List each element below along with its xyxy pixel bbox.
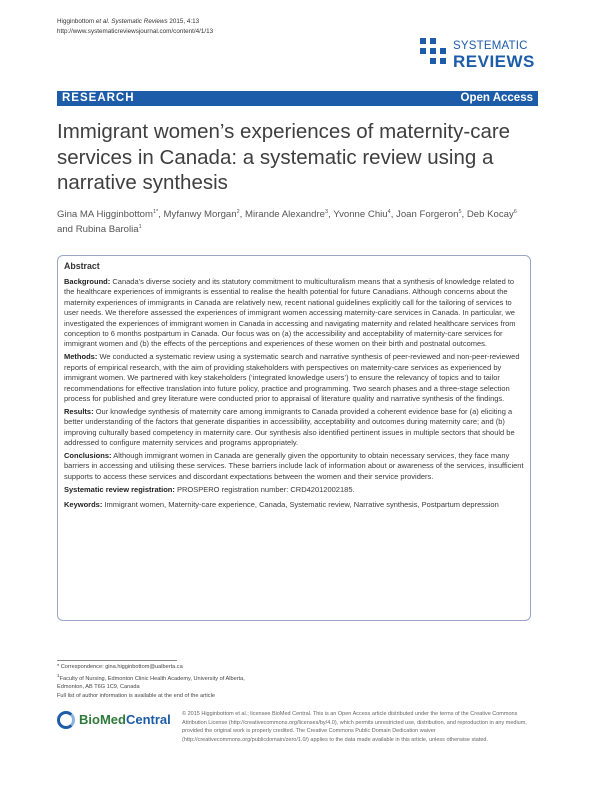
author[interactable]: Myfanwy Morgan$^2$ (163, 209, 240, 221)
journal-logo (420, 36, 540, 78)
logo-line2: REVIEWS (453, 52, 535, 71)
author[interactable]: Joan Forgeron$^5$ (396, 209, 462, 221)
author-info-note: Full list of author information is available at the end of the article (57, 692, 215, 699)
open-access-label: Open Access (460, 92, 533, 104)
affiliation: $^1$Faculty of Nursing, Edmonton Clinic Health Academy, University of Alberta, (57, 672, 245, 682)
footnotes (57, 663, 307, 700)
publisher-name-part2: Central (125, 712, 171, 727)
footnote-divider (57, 660, 177, 661)
affiliation-address: Edmonton, AB T6G 1C9, Canada (57, 684, 140, 691)
abstract-background: Background: Canada’s diverse society and its statutory commitment to multiculturalism means that a synthesis of knowledge related to the healthcare experiences of immigrants is essential to realise the health potential for future Canadians. Although concerns about the maternity experiences of immigrants in Canada are relatively new, recent national guidelines explicitly call for the tailoring of services to user needs. We therefore assessed the experiences of immigrant women accessing maternity-care services in Canada. In particular, we investigated the experiences of immigrant women in Canada in accessing and navigating maternity and related healthcare services from conception to 6 months postpartum in Canada. Our focus was on (a) the accessibility and acceptability of maternity-care services for immigrant women and (b) the effects of the perceptions and experiences of these women on their birth and postnatal outcomes. (64, 277, 516, 349)
author[interactable]: Mirande Alexandre$^3$ (244, 209, 329, 221)
publisher-logo (57, 710, 172, 734)
running-header (57, 17, 213, 36)
abstract-conclusions: Conclusions: Although immigrant women in Canada are generally given the opportunity to obtain necessary services, they face many barriers in accessing and utilising these services. These barriers include lack of information about or awareness of the services, insufficient supports to access these services and discordant expectations between the women and their service providers. (64, 451, 524, 481)
abstract-keywords: Keywords: Immigrant women, Maternity-care experience, Canada, Systematic review, Narrative synthesis, Postpartum depression (64, 500, 499, 510)
author[interactable]: Rubina Barolia$^1$ (75, 224, 142, 236)
abstract-box (57, 255, 531, 621)
article-type-banner (57, 91, 538, 106)
correspondence[interactable]: * Correspondence: gina.higginbottom@ualberta.ca (57, 664, 183, 670)
author-list: Gina MA Higginbottom$^{1*}$, Myfanwy Morgan$^2$, Mirande Alexandre$^3$, Yvonne Chiu$^4$, Joan Forgeron$^5$, Deb Kocay$^6$ and Rubina Barolia$^1$ (57, 209, 517, 236)
author[interactable]: Yvonne Chiu$^4$ (333, 209, 391, 221)
abstract-results: Results: Our knowledge synthesis of maternity care among immigrants to Canada provided a coherent evidence base for (a) eliciting a better understanding of the factors that generate disparities in accessibility, acceptability and outcomes during maternity care; and (b) improving culturally based competency in maternity care. Our synthesis also identified pertinent issues in multiple sectors that should be addressed to configure maternity services and programs appropriately. (64, 406, 515, 448)
author[interactable]: Gina MA Higginbottom$^{1*}$ (57, 209, 159, 221)
logo-line1: SYSTEMATIC (453, 40, 528, 52)
publisher-name-part1: BioMed (79, 712, 126, 727)
abstract-registration: Systematic review registration: PROSPERO registration number: CRD42012002185. (64, 484, 355, 494)
abstract-methods: Methods: We conducted a systematic review using a systematic search and narrative synthesis of peer-reviewed and non-peer-reviewed reports of empirical research, with the aim of providing stakeholders with perspectives on maternity-care services as experienced by immigrant women. We partnered with key stakeholders (‘integrated knowledge users’) to ensure the relevancy of topics and to tailor recommendations for effective translation into future policy, practice and programming. Two search phases and a three-stage selection process for published and grey literature were conducted prior to appraisal of literature quality and narrative synthesis of the findings. (64, 352, 520, 403)
biomed-ring-icon (57, 711, 75, 729)
grid-squares-icon (420, 38, 446, 64)
journal-url[interactable]: http://www.systematicreviewsjournal.com/content/4/1/13 (57, 27, 214, 35)
license-text: © 2015 Higginbottom et al.; licensee BioMed Central. This is an Open Access article distributed under the terms of the Creative Commons Attribution License (http://creativecommons.org/licenses/by/4.0), which permits unrestricted use, distribution, and reproduction in any medium, provided the original work is properly credited. The Creative Commons Public Domain Dedication waiver (http://creativecommons.org/publicdomain/zero/1.0/) applies to the data made available in this article, unless otherwise stated. (182, 711, 527, 743)
article-type: RESEARCH (62, 92, 135, 104)
citation: Higginbottom et al. Systematic Reviews 2015, 4:13 (57, 18, 200, 25)
author[interactable]: Deb Kocay$^6$ (466, 209, 517, 221)
abstract-heading: Abstract (64, 261, 100, 271)
abstract-body (64, 277, 526, 513)
article-title: Immigrant women’s experiences of maternity-care services in Canada: a systematic review using a narrative synthesis (57, 120, 511, 194)
